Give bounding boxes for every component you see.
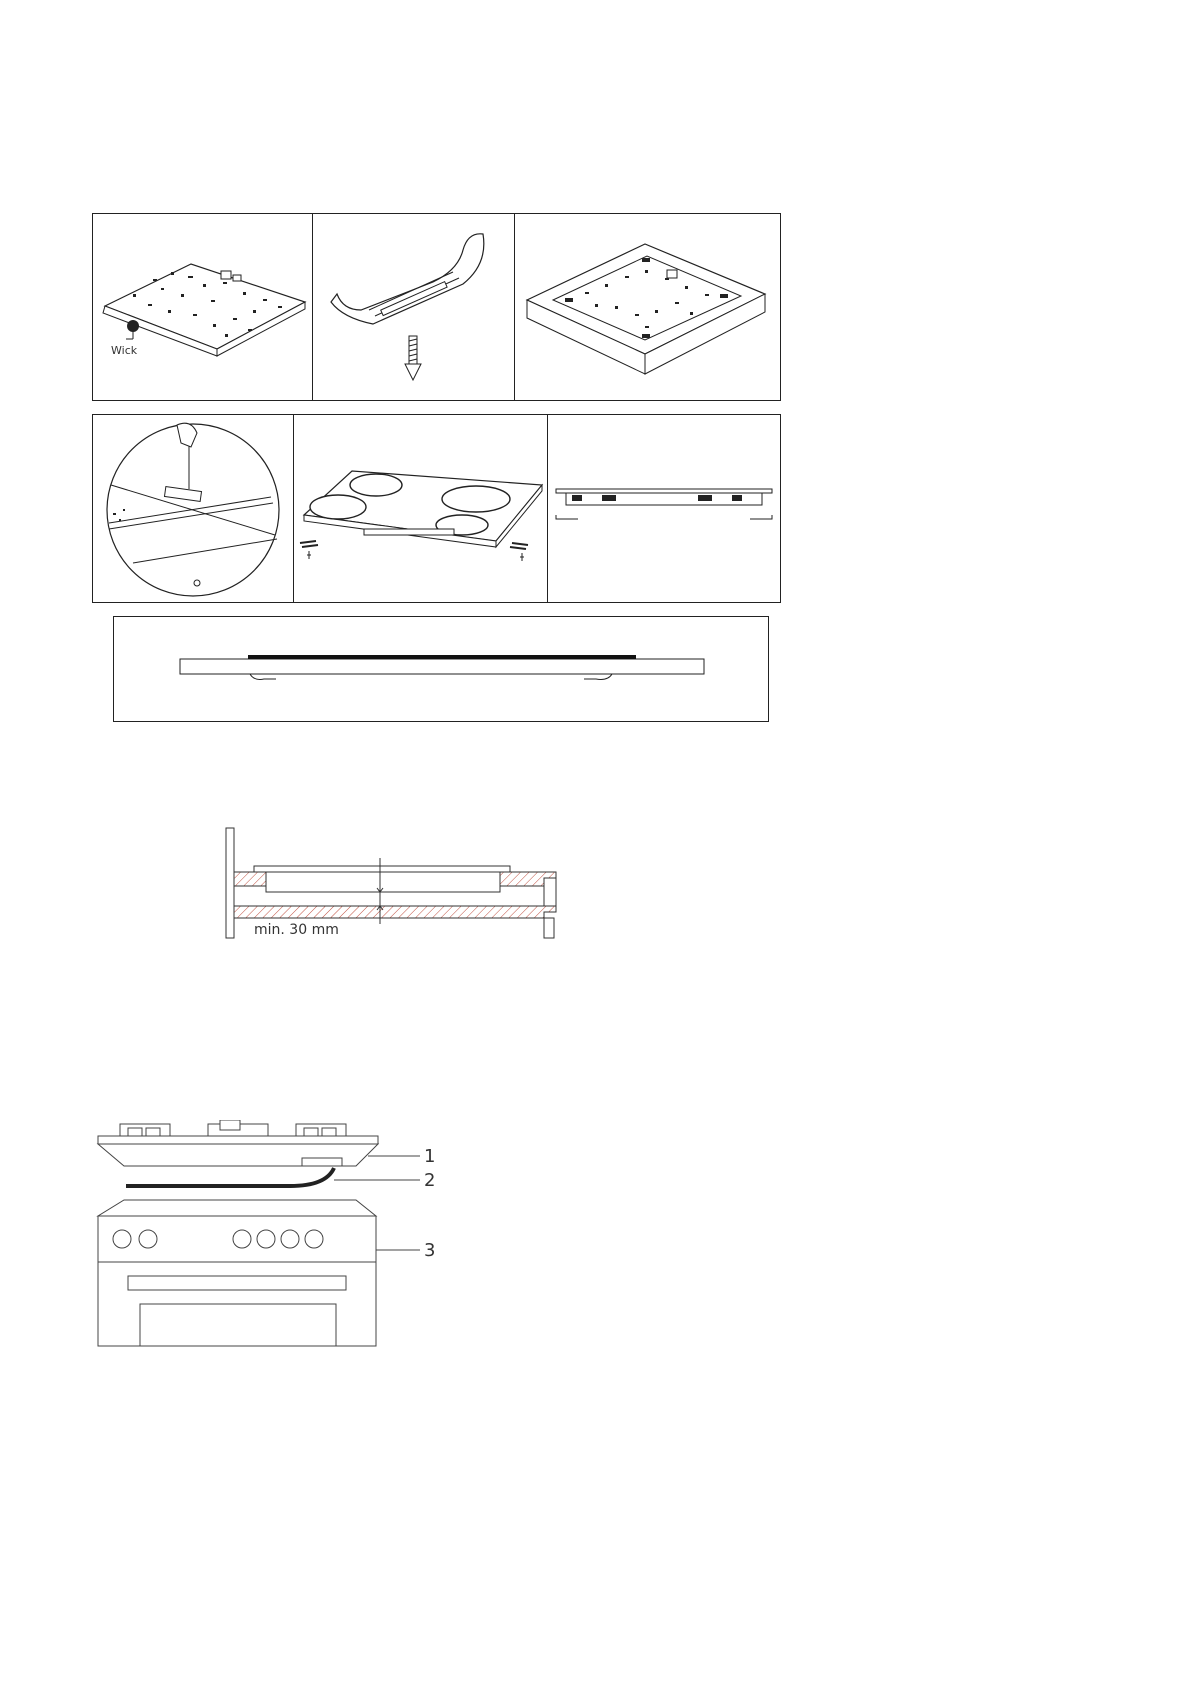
clearance-label: min. 30 mm <box>254 922 339 938</box>
side-view-illustration <box>548 415 780 602</box>
panel-four-zone-hob <box>293 414 548 603</box>
callout-3: 3 <box>424 1240 436 1261</box>
four-zone-hob-illustration <box>294 415 547 602</box>
clamp-detail-illustration <box>93 415 293 602</box>
gas-hob-oven-diagram <box>90 1120 470 1370</box>
hob-underside-illustration <box>93 214 312 400</box>
panel-side-view <box>547 414 781 603</box>
clearance-diagram-svg <box>210 826 570 944</box>
panel-worktop-section <box>113 616 769 722</box>
panel-hob-on-worktop <box>514 213 781 401</box>
panel-detail-clamp <box>92 414 294 603</box>
wick-label: Wick <box>111 344 138 357</box>
callout-1: 1 <box>424 1146 436 1167</box>
panel-bracket-screw <box>312 213 515 401</box>
worktop-section-illustration <box>114 617 768 721</box>
hob-on-worktop-illustration <box>515 214 780 400</box>
bracket-screw-illustration <box>313 214 514 400</box>
screw-icon <box>405 336 421 380</box>
gas-hob-oven-svg <box>90 1120 470 1370</box>
clearance-diagram <box>210 826 570 944</box>
panel-hob-underside-wick <box>92 213 313 401</box>
callout-2: 2 <box>424 1170 436 1191</box>
